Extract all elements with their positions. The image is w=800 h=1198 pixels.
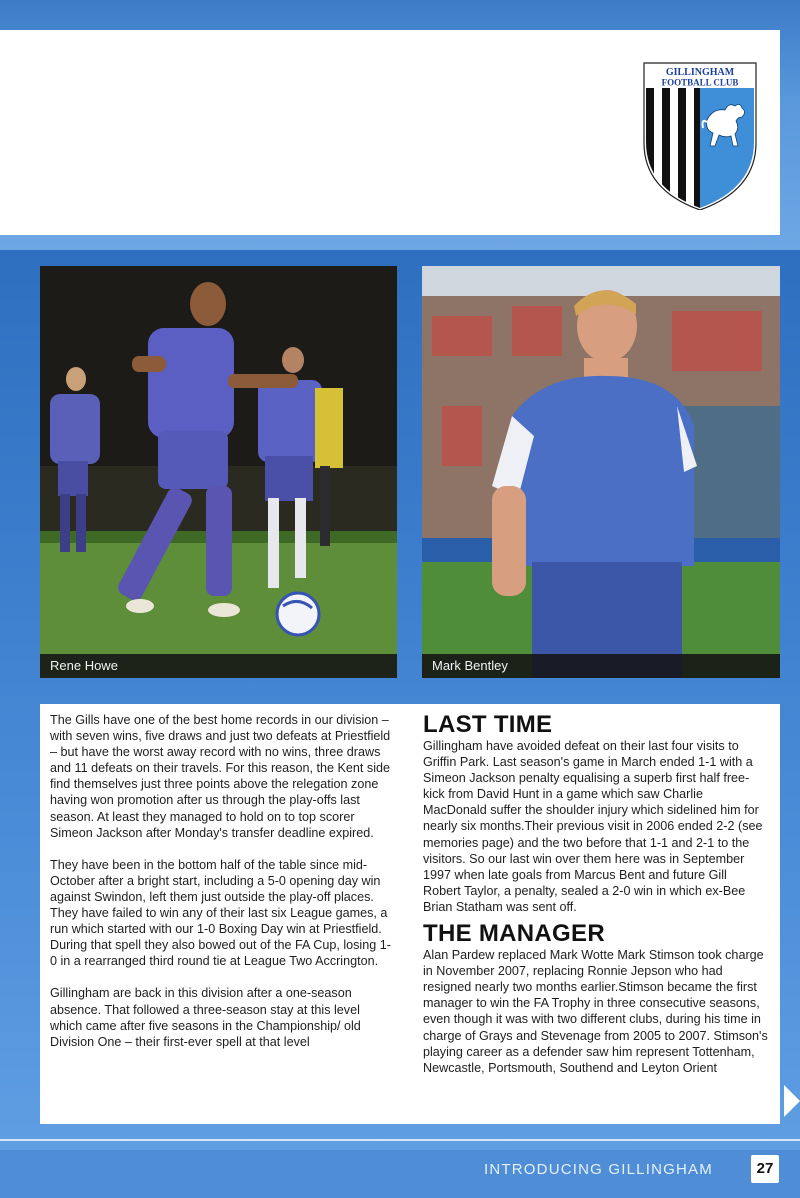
article-left-column [50,712,394,1066]
photo-rene-howe [40,266,397,678]
footer-divider [0,1139,800,1141]
heading-the-manager: THE MANAGER [423,920,605,948]
photo-mark-bentley [422,266,780,678]
crest-line2: FOOTBALL CLUB [661,77,739,88]
manager-text: Alan Pardew replaced Mark Wotte Mark Stimson took charge in November 2007, replacing Ronnie Jepson who had resigned nearly two months earlier.Stimson became the first manager to win the FA Trophy in three consecutive seasons, even though it was with two different clubs, during his time in charge of Grays and Stevenage from 2005 to 2007. Stimson's playing career as a defender saw him represent Tottenham, Newcastle, Portsmouth, Southend and Leyton Orient [423,948,768,1075]
last-time-text: Gillingham have avoided defeat on their last four visits to Griffin Park. Last season's game in March ended 1-1 with a Simeon Jackson penalty equalising a superb first half free-kick from David Hunt in a game which saw Charlie MacDonald suffer the shoulder injury which sidelined him for nearly six months.Their previous visit in 2006 ended 2-2 (see memories page) and the two before that 1-1 and 2-1 to the visitors. So our last win over them here was in September 1997 when late goals from Marcus Bent and future Gill Robert Taylor, a penalty, sealed a 2-0 win in which ex-Bee Brian Statham was sent off. [423,739,763,914]
photo-caption-right: Mark Bentley [422,654,780,678]
photo-caption-left: Rene Howe [40,654,397,678]
next-page-arrow-icon [784,1085,800,1117]
article-paragraph-2: They have been in the bottom half of the table since mid-October after a bright start, including a 5-0 opening day win against Swindon, left them just outside the play-off places. They have failed to win any of their last six League games, a run which started with our 1-0 Boxing Day win at Priestfield. During that spell they also bowed out of the FA Cup, losing 1-0 in a rearranged third round tie at League Two Accrington. [50,857,391,969]
article-paragraph-1: The Gills have one of the best home records in our division – with seven wins, five draws and just two defeats at Priestfield – but have the worst away record with no wins, three draws and 11 defeats on their travels. For this reason, the Kent side find themselves just three points above the relegation zone having won promotion after us through the play-offs last season. At least they managed to hold on to top scorer Simeon Jackson after Monday's transfer deadline expired. [50,713,391,840]
article-paragraph-3: Gillingham are back in this division after a one-season absence. That followed a three-season stay at this level which came after five seasons in the Championship/ old Division One – their first-ever spell at that level [50,986,361,1049]
crest-line1: GILLINGHAM [665,67,735,78]
gillingham-crest-logo [643,62,757,210]
heading-last-time: LAST TIME [423,711,553,738]
page-number: 27 [751,1155,779,1183]
footer-section-title: INTRODUCING GILLINGHAM [484,1161,713,1178]
article-right-column [423,712,768,1082]
